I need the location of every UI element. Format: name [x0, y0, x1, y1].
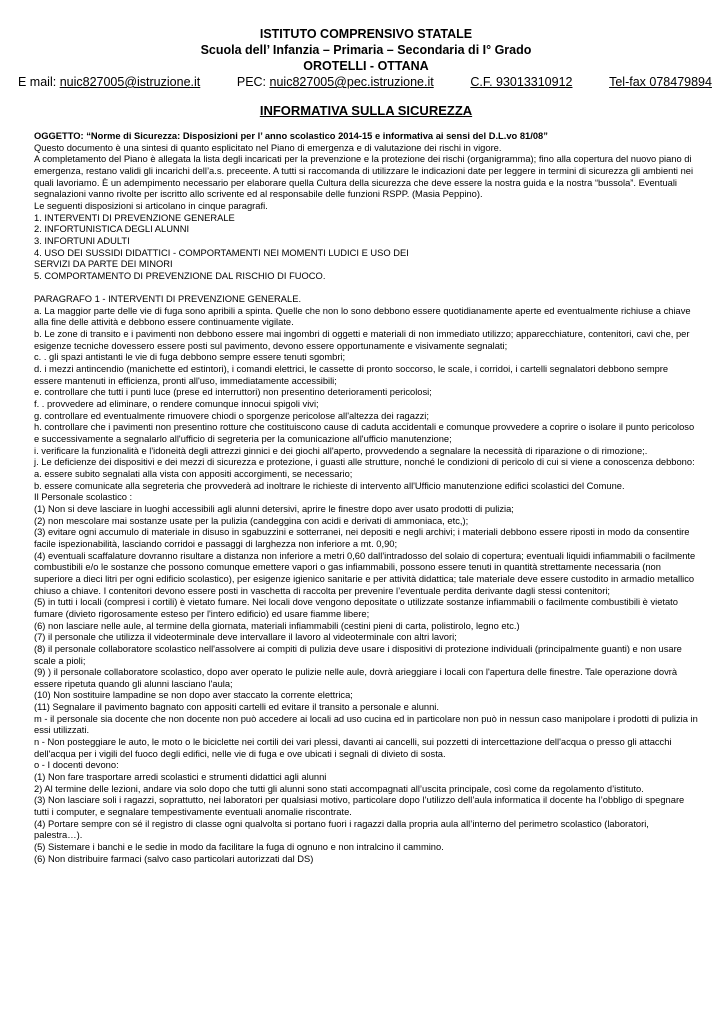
- section-paragraph: h. controllare che i pavimenti non presentino rotture che costituiscono cause di caduta accidentali e comunque provvedere a coprire o isolare il punto pericoloso e successivamente a segnalarlo all'ufficio di segreteria per la comunicazione all'ufficio manutenzione;: [34, 422, 695, 445]
- school-name: ISTITUTO COMPRENSIVO STATALE: [259, 27, 473, 41]
- section-paragraph: 2) Al termine delle lezioni, andare via solo dopo che tutti gli alunni sono stati accompagnati all’uscita principale, così come da regolamento d’istituto.: [34, 783, 644, 794]
- toc-item: 4. USO DEI SUSSIDI DIDATTICI - COMPORTAMENTI NEI MOMENTI LUDICI E USO DEI: [34, 247, 409, 258]
- intro-paragraph: A completamento del Piano è allegata la lista degli incaricati per la prevenzione e la protezione dei rischi (organigramma); fino alla copertura del nuovo piano di emergenza, restano validi gli incarichi dell’a.s. preceente. A tutti si raccomanda di utilizzare le indicazioni date per leggere in termini di sicurezza gli ambienti nei quali lavoriamo. È un adempimento necessario per elaborare quella Cultura della sicurezza che deve essere la nostra guida e la nostra “bussola”. Eventuali segnalazioni vanno rivolte per iscritto allo scrivente ed al responsabile delle funzioni RSPP. (Masia Peppino).: [34, 154, 694, 200]
- school-levels: Scuola dell’ Infanzia – Primaria – Secondaria di I° Grado: [200, 43, 532, 57]
- section-paragraph: c. . gli spazi antistanti le vie di fuga debbono sempre essere tenuti sgombri;: [34, 352, 346, 363]
- section-paragraph: (5) in tutti i locali (compresi i cortili) è vietato fumare. Nei locali dove vengono depositate o utilizzate sostanze infiammabili o facilmente combustibili è vietato fumare (divieto rigorosamente esteso per l'intero edificio) ed usare fiamme libere;: [34, 597, 678, 619]
- section-paragraph: (1) Non fare trasportare arredi scolastici e strumenti didattici agli alunni: [34, 772, 327, 783]
- email-group: [18, 74, 200, 90]
- document-body: [34, 131, 698, 865]
- toc-item: 5. COMPORTAMENTO DI PREVENZIONE DAL RISCHIO DI FUOCO.: [34, 270, 326, 281]
- section-paragraph: o - I docenti devono:: [34, 760, 119, 771]
- section-paragraph: (4) Portare sempre con sé il registro di classe ogni qualvolta si portano fuori i ragazzi dalla propria aula all’interno del perimetro scolastico (laboratori, palestra…).: [34, 818, 649, 841]
- toc-item: 3. INFORTUNI ADULTI: [34, 235, 130, 246]
- subject-line: OGGETTO: “Norme di Sicurezza: Disposizioni per l’ anno scolastico 2014-15 e informativa ai sensi del D.L.vo 81/08”: [34, 131, 548, 141]
- section-paragraph: m - il personale sia docente che non docente non può accedere ai locali ad uso cucina ed in particolare non può in nessun caso manipolare i prodotti di pulizia in essi utilizzati.: [34, 713, 698, 736]
- section-paragraph: (9) ) il personale collaboratore scolastico, dopo aver operato le pulizie nelle aule, dovrà arieggiare i locali con l'apertura delle finestre. Tale operazione dovrà essere ripetuta quando gli alunni lasciano l'aula;: [34, 667, 678, 689]
- section-paragraph: (4) eventuali scaffalature dovranno risultare a distanza non inferiore a metri 0,60 dall'intradosso del solaio di copertura; eventuali liquidi infiammabili o facilmente combustibili e/o le sostanze che possono comunque emettere vapori o gas infiammabili, possono essere tenuti in quantità strettamente necessaria (non superiore a dieci litri per ogni edificio scolastico), per esigenze igienico sanitarie e per attività didattica; tale materiale deve essere custodito in armadio metallico chiuso a chiave. I contenitori devono essere posti in vaschetta di raccolta per prevenire l’eventuale perdita derivante dagli stessi contenitori;: [34, 550, 696, 596]
- intro-paragraph: Le seguenti disposizioni si articolano in cinque paragrafi.: [34, 200, 268, 211]
- section-paragraph: (5) Sistemare i banchi e le sedie in modo da facilitare la fuga di ognuno e non intralcino il cammino.: [34, 842, 444, 853]
- email-link[interactable]: nuic827005@istruzione.it: [59, 75, 201, 89]
- section-paragraph: (10) Non sostituire lampadine se non dopo aver staccato la corrente elettrica;: [34, 690, 353, 701]
- section-paragraph: b. Le zone di transito e i pavimenti non debbono essere mai ingombri di oggetti e materiali di non immediato utilizzo; apparecchiature, contenitori, cavi che, per esigenze tecniche dovessero essere posti sul pavimento, devono essere opportunamente e visivamente segnalati;: [34, 329, 690, 351]
- section-paragraph: (7) il personale che utilizza il videoterminale deve intervallare il lavoro al videoterminale con altri lavori;: [34, 632, 457, 643]
- section-paragraph: (6) Non distribuire farmaci (salvo caso particolari autorizzati dal DS): [34, 853, 314, 864]
- section-paragraph: (6) non lasciare nelle aule, al termine della giornata, materiali infiammabili (cestini pieni di carta, polistirolo, legno etc.): [34, 620, 520, 631]
- section-paragraph: a. essere subito segnalati alla vista con appositi accorgimenti, se necessario;: [34, 469, 353, 480]
- document-page: [18, 26, 712, 865]
- school-location: OROTELLI - OTTANA: [303, 59, 429, 73]
- section-paragraph: (1) Non si deve lasciare in luoghi accessibili agli alunni detersivi, aprire le finestre dopo aver usato prodotti di pulizia;: [34, 503, 514, 514]
- section-paragraph: (11) Segnalare il pavimento bagnato con appositi cartelli ed evitare il transito a personale e alunni.: [34, 702, 439, 713]
- section-heading: PARAGRAFO 1 - INTERVENTI DI PREVENZIONE GENERALE.: [34, 294, 302, 305]
- section-paragraph: e. controllare che tutti i punti luce (prese ed interruttori) non presentino deterioramenti pericolosi;: [34, 387, 432, 398]
- section-1: [34, 294, 698, 865]
- section-paragraph: Il Personale scolastico :: [34, 492, 133, 503]
- section-paragraph: d. i mezzi antincendio (manichette ed estintori), i comandi elettrici, le cassette di pronto soccorso, le scale, i corridoi, i cartelli segnalatori debbono sempre essere mantenuti in efficienza, pronti all'uso, immediatamente accessibili;: [34, 364, 669, 386]
- pec-group: [237, 74, 434, 90]
- section-paragraph: (3) Non lasciare soli i ragazzi, soprattutto, nei laboratori per qualsiasi motivo, particolare dopo l’utilizzo dell’aula informatica il docente ha l’obbligo di spegnare tutti i computer, e segnalare tempestivamente eventuali anomalie riscontrate.: [34, 795, 685, 818]
- fiscal-code: C.F. 93013310912: [470, 75, 573, 89]
- section-paragraph: j. Le deficienze dei dispositivi e dei mezzi di sicurezza e protezione, i guasti alle strutture, nonché le condizioni di pericolo di cui si viene a conoscenza debbono:: [34, 457, 695, 468]
- toc-item: 2. INFORTUNISTICA DEGLI ALUNNI: [34, 224, 190, 235]
- toc-item: SERVIZI DA PARTE DEI MINORI: [34, 259, 173, 270]
- pec-label: PEC:: [236, 75, 267, 89]
- section-paragraph: (8) il personale collaboratore scolastico nell'assolvere ai compiti di pulizia deve usare i dispositivi di protezione individuali (principalmente guanti) e non usare scale a pioli;: [34, 643, 682, 666]
- spacer: [34, 283, 698, 295]
- section-paragraph: n - Non posteggiare le auto, le moto o le biciclette nei cortili dei vari plessi, davanti ai cancelli, sui pozzetti di intercettazione dell'acqua o presso gli attacchi dell'acqua per i vigili del fuoco degli edifici, nelle vie di fuga e ove ubicati i segnali di divieto di sosta.: [34, 737, 672, 759]
- email-label: E mail:: [18, 75, 57, 89]
- document-title: INFORMATIVA SULLA SICUREZZA: [259, 103, 473, 118]
- intro-paragraph: Questo documento è una sintesi di quanto esplicitato nel Piano di emergenza e di valutazione dei rischi in vigore.: [34, 142, 502, 153]
- section-paragraph: (2) non mescolare mai sostanze usate per la pulizia (candeggina con acidi e derivati di ammoniaca, etc,);: [34, 515, 469, 526]
- section-paragraph: g. controllare ed eventualmente rimuovere chiodi o sporgenze pericolose all'altezza dei ragazzi;: [34, 410, 429, 421]
- section-paragraph: f. . provvedere ad eliminare, o rendere comunque innocui spigoli vivi;: [34, 399, 319, 410]
- section-paragraph: b. essere comunicate alla segreteria che provvederà ad inoltrare le richieste di intervento all'Ufficio manutenzione edifici scolastici del Comune.: [34, 480, 625, 491]
- section-paragraph: a. La maggior parte delle vie di fuga sono apribili a spinta. Quelle che non lo sono debbono essere quotidianamente aperte ed eventualmente richiuse a chiave alla fine delle attività e debbono essere continuamente vigilate.: [34, 305, 691, 328]
- tel-fax: Tel-fax 078479894: [609, 75, 712, 89]
- section-paragraph: i. verificare la funzionalità e l'idoneità degli attrezzi ginnici e dei giochi all'aperto, provvedendo a segnalare la necessità di riparazione o di rimozione;.: [34, 445, 648, 456]
- toc-item: 1. INTERVENTI DI PREVENZIONE GENERALE: [34, 212, 235, 223]
- section-paragraph: (3) evitare ogni accumulo di materiale in disuso in sgabuzzini e sotterranei, nei depositi e negli archivi; i materiali debbono essere riposti in modo da consentire facile ispezionabilità, lasciando corridoi e passaggi di larghezza non inferiore a mt. 0,90;: [34, 527, 690, 549]
- pec-link[interactable]: nuic827005@pec.istruzione.it: [269, 75, 434, 89]
- contact-line: [18, 74, 712, 90]
